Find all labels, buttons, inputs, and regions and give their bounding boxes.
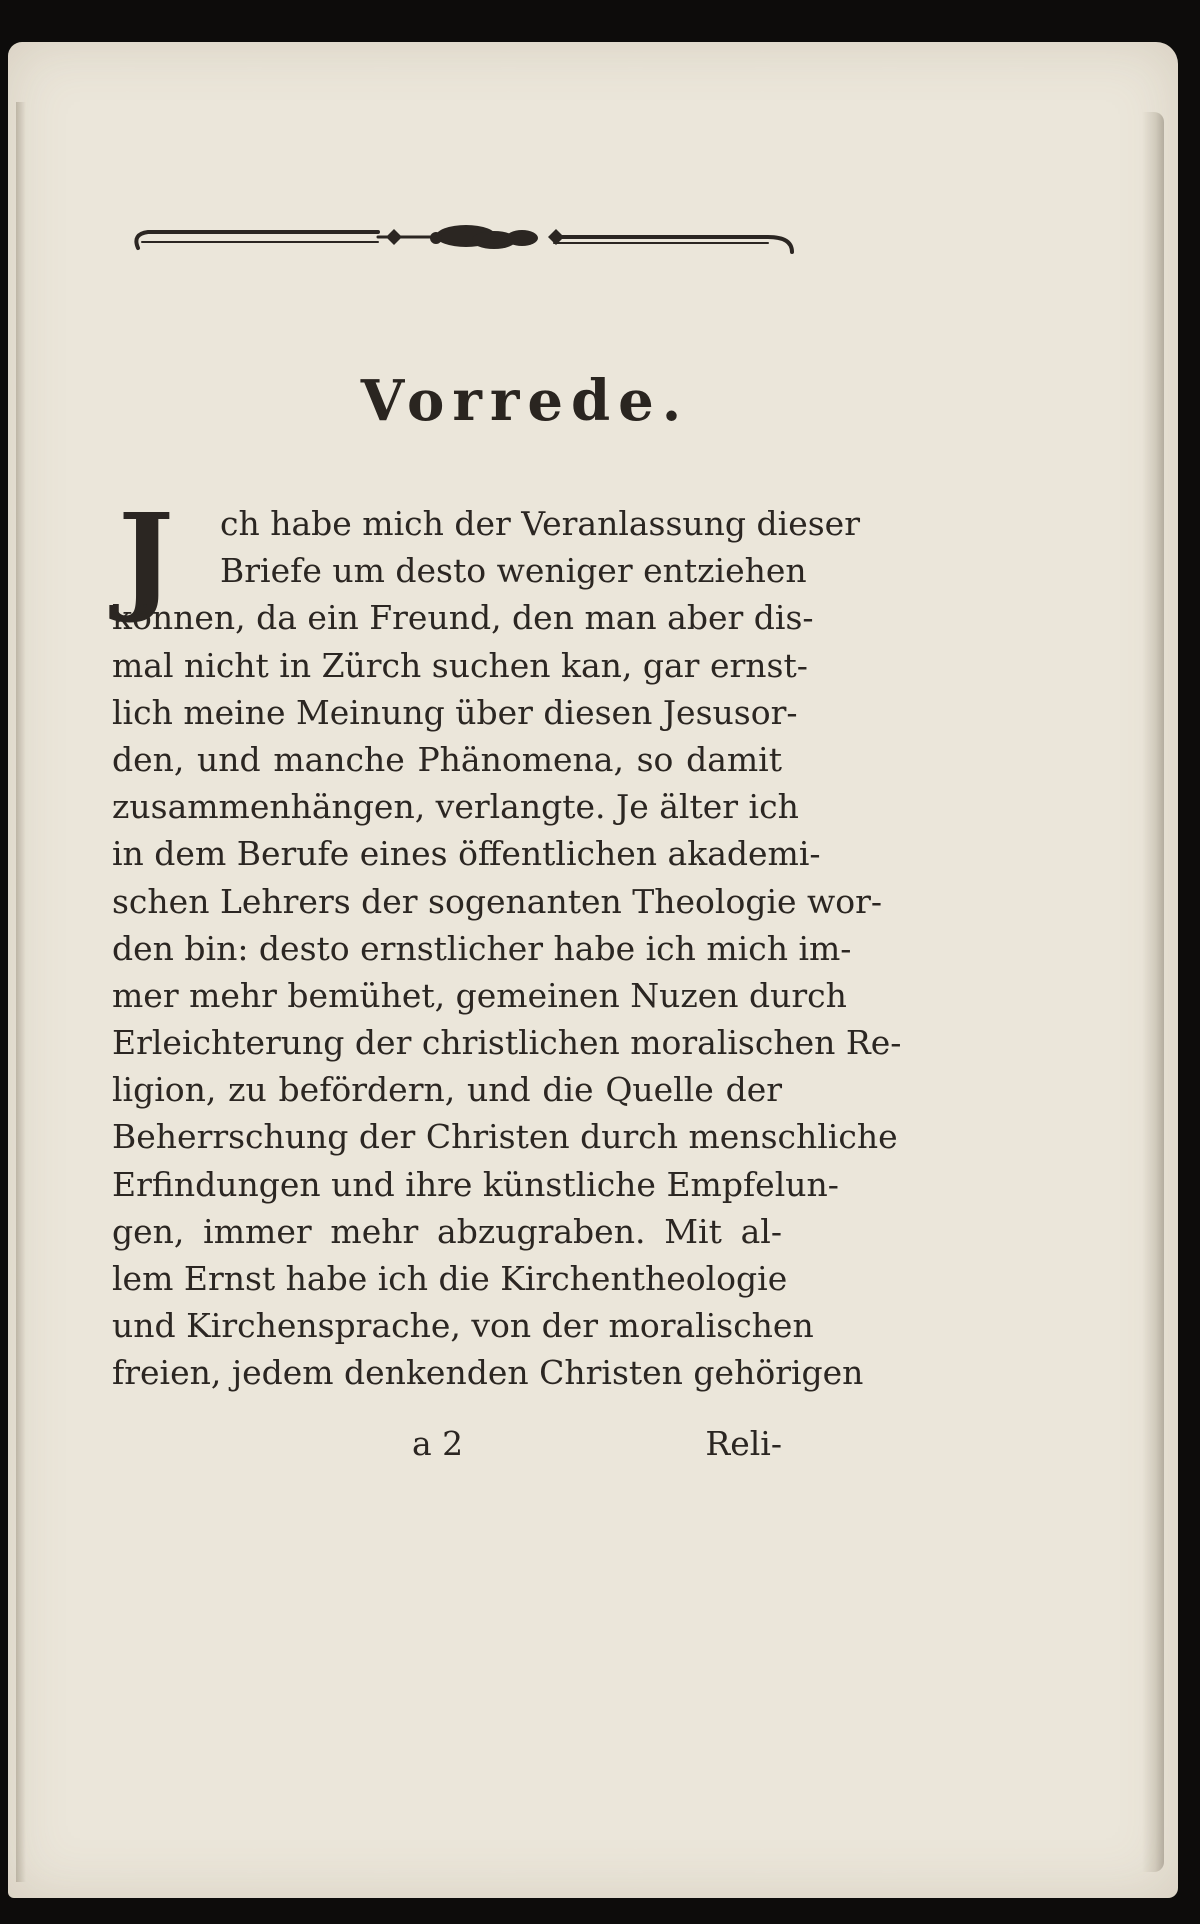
- text-line: gen, immer mehr abzugraben. Mit al-: [112, 1211, 782, 1251]
- text-line: können, da ein Freund, den man aber dis-: [112, 598, 814, 638]
- drop-cap: J: [118, 487, 174, 626]
- text-line: lem Ernst habe ich die Kirchentheologie: [112, 1259, 788, 1298]
- text-line: den bin: desto ernstlicher habe ich mich im-: [112, 928, 852, 968]
- body-text: [112, 487, 902, 1397]
- text-line: Beherrschung der Christen durch menschliche: [112, 1117, 898, 1157]
- ornament-headpiece-icon: [128, 212, 804, 262]
- text-line: ch habe mich der Veranlassung dieser: [220, 504, 860, 543]
- text-line: den, und manche Phänomena, so damit: [112, 739, 782, 779]
- text-line: in dem Berufe eines öffentlichen akademi-: [112, 834, 821, 874]
- page-title: Vorrede.: [360, 368, 690, 434]
- page-footer: [112, 1424, 782, 1474]
- text-line: schen Lehrers der sogenanten Theologie wor-: [112, 881, 883, 921]
- text-line: mal nicht in Zürch suchen kan, gar ernst-: [112, 645, 808, 685]
- text-line: Briefe um desto weniger entziehen: [220, 551, 807, 591]
- page-edge-right: [1142, 112, 1164, 1872]
- text-line: Erleichterung der christlichen moralischen Re-: [112, 1023, 902, 1063]
- signature-mark: a 2: [412, 1424, 464, 1463]
- catchword: Reli-: [705, 1424, 782, 1463]
- text-line: freien, jedem denkenden Christen gehörigen: [112, 1353, 864, 1393]
- text-line: und Kirchensprache, von der moralischen: [112, 1306, 814, 1346]
- text-line: zusammenhängen, verlangte. Je älter ich: [112, 787, 799, 827]
- text-line: ligion, zu befördern, und die Quelle der: [112, 1070, 782, 1110]
- text-line: lich meine Meinung über diesen Jesusor-: [112, 692, 798, 732]
- text-line: Erfindungen und ihre künstliche Empfelun-: [112, 1164, 839, 1204]
- text-line: mer mehr bemühet, gemeinen Nuzen durch: [112, 975, 847, 1015]
